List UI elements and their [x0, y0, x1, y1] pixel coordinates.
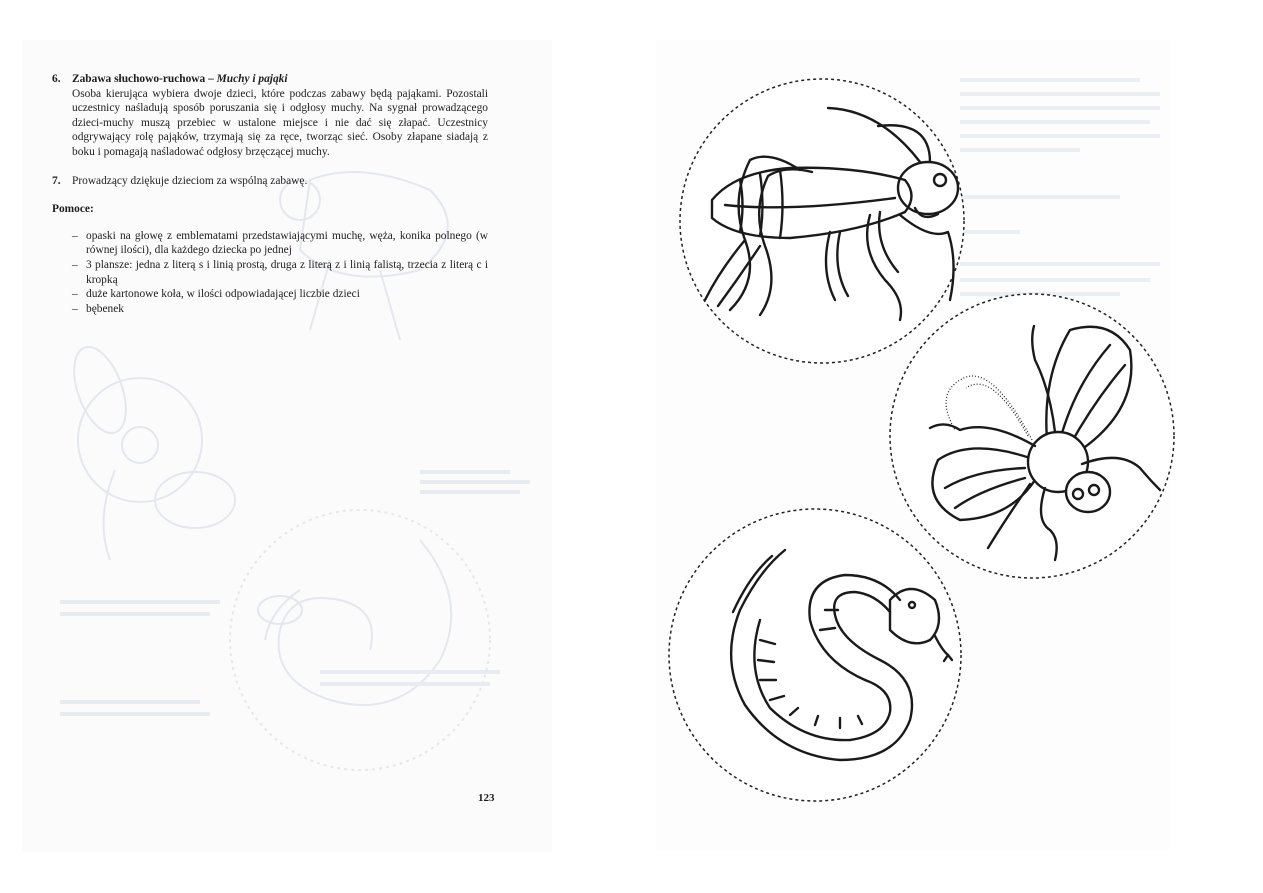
item-6-number: 6.: [52, 73, 61, 85]
item-7-number: 7.: [52, 174, 61, 187]
fly-cutout: [890, 294, 1174, 578]
item-7-body: Prowadzący dziękuje dzieciom za wspólną zabawę.: [72, 174, 308, 187]
snake-cutout: [669, 509, 961, 801]
aids-list-item: – 3 plansze: jedna z literą s i linią prostą, druga z literą z i linią falistą, trzecia z literą c i kropką: [72, 258, 488, 287]
aids-list-item: – opaski na głowę z emblematami przedstawiającymi muchę, węża, konika polnego (w równej ilości), dla każdego dziecka po jednej: [72, 229, 488, 258]
grasshopper-circle: [680, 79, 964, 363]
item-6-title-emphasis: Muchy i pająki: [216, 73, 288, 85]
aids-list-item: – duże kartonowe koła, w ilości odpowiadającej liczbie dzieci: [72, 287, 488, 302]
aids-list-item: – bębenek: [72, 302, 488, 317]
item-6-title: Zabawa słuchowo-ruchowa –: [72, 73, 217, 85]
snake-circle: [669, 509, 961, 801]
aids-heading: Pomoce:: [52, 203, 94, 216]
grasshopper-cutout: [680, 79, 964, 363]
item-6-body: Osoba kierująca wybiera dwoje dzieci, które podczas zabawy będą pająkami. Pozostali uczestnicy naśladują sposób poruszania się i odgłosy muchy. Na sygnał prowadzącego dzieci-muchy muszą przebiec w ustalone miejsce i nie dać się złapać. Uczestnicy odgrywający rolę pająków, trzymają się za ręce, tworząc sieć. Osoby złapane siadają z boku i pomagają naśladować odgłosy brzęczącej muchy.: [72, 87, 488, 158]
page-number: 123: [478, 792, 495, 804]
